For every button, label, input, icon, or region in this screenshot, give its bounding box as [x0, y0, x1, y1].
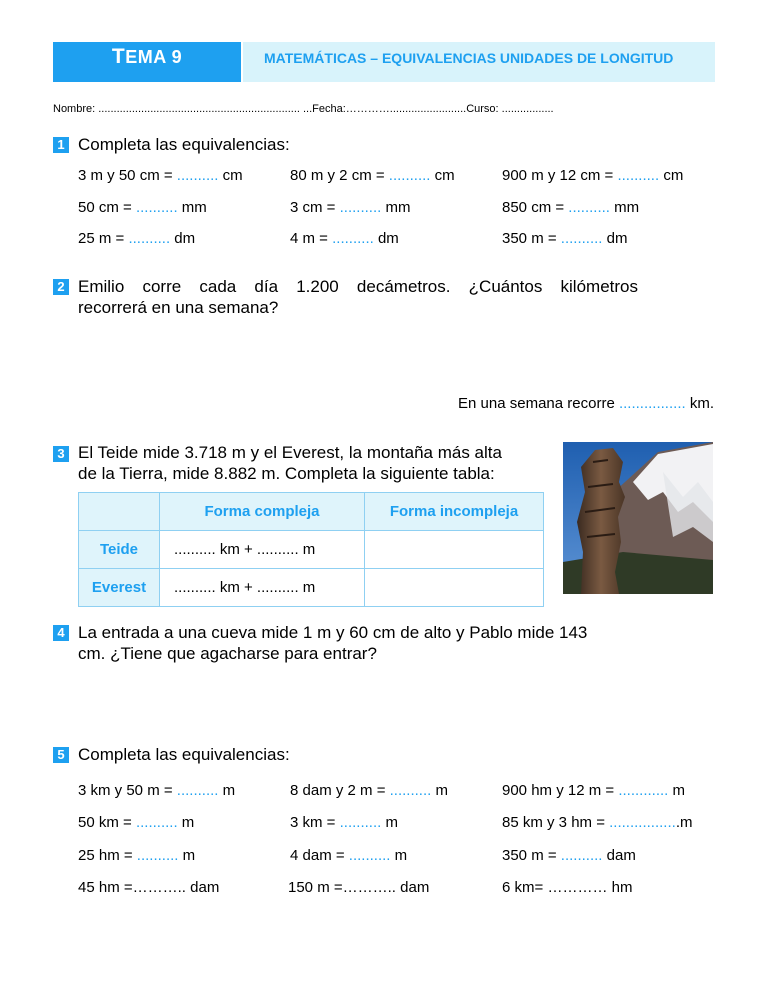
question-number-5: 5 — [53, 747, 69, 763]
tema-title: TEMA 9 — [111, 45, 183, 68]
mountains-table — [78, 492, 544, 607]
q5-equation: 4 dam = .......... m — [290, 847, 408, 864]
question-3-line-1: El Teide mide 3.718 m y el Everest, la montaña más alta — [78, 443, 502, 462]
teide-rock-photo — [563, 442, 713, 594]
q5-equation: 3 km y 50 m = .......... m — [78, 782, 236, 799]
q1-equation: 80 m y 2 cm = .......... cm — [290, 167, 455, 184]
q1-equation: 25 m = .......... dm — [78, 230, 196, 247]
question-3-line-2: de la Tierra, mide 8.882 m. Completa la siguiente tabla: — [78, 464, 495, 483]
q1-equation: 900 m y 12 cm = .......... cm — [502, 167, 684, 184]
q5-equation: 900 hm y 12 m = ............ m — [502, 782, 685, 799]
q5-equation: 50 km = .......... m — [78, 814, 195, 831]
question-number-2: 2 — [53, 279, 69, 295]
q1-equation: 350 m = .......... dm — [502, 230, 628, 247]
q5-equation: 350 m = .......... dam — [502, 847, 636, 864]
q1-equation: 4 m = .......... dm — [290, 230, 399, 247]
question-2-line-2: recorrerá en una semana? — [78, 298, 279, 317]
question-2-answer: En una semana recorre ................ km. — [458, 395, 714, 412]
q5-equation: 45 hm =……….. dam — [78, 879, 220, 896]
question-2-line-1: Emilio corre cada día 1.200 decámetros. ¿Cuántos kilómetros — [78, 277, 638, 296]
table-cell-teide-compleja: .......... km + .......... m — [160, 531, 365, 569]
teide-rock-illustration — [563, 442, 713, 594]
q5-equation: 8 dam y 2 m = .......... m — [290, 782, 448, 799]
question-1-title: Completa las equivalencias: — [78, 135, 290, 154]
table-row-label-everest: Everest — [79, 569, 160, 607]
q1-equation: 3 cm = .......... mm — [290, 199, 411, 216]
q5-equation: 85 km y 3 hm = .................m — [502, 814, 693, 831]
subject-title: MATEMÁTICAS – EQUIVALENCIAS UNIDADES DE LONGITUD — [264, 50, 674, 66]
question-number-4: 4 — [53, 625, 69, 641]
table-header-forma-incompleja: Forma incompleja — [365, 493, 544, 531]
question-4-line-1: La entrada a una cueva mide 1 m y 60 cm de alto y Pablo mide 143 — [78, 623, 588, 642]
q1-equation: 850 cm = .......... mm — [502, 199, 640, 216]
question-number-3: 3 — [53, 446, 69, 462]
student-info-line: Nombre: .................................................................. ...Fecha:………….........................Curso: ................. — [53, 103, 554, 115]
question-4-line-2: cm. ¿Tiene que agacharse para entrar? — [78, 644, 377, 663]
question-5-title: Completa las equivalencias: — [78, 745, 290, 764]
q5-equation: 6 km= ………… hm — [502, 879, 633, 896]
table-corner — [79, 493, 160, 531]
table-cell-everest-incompleja[interactable] — [365, 569, 544, 607]
table-row-label-teide: Teide — [79, 531, 160, 569]
q5-equation: 25 hm = .......... m — [78, 847, 196, 864]
q5-equation: 3 km = .......... m — [290, 814, 398, 831]
question-number-1: 1 — [53, 137, 69, 153]
q5-equation: 150 m =……….. dam — [288, 879, 430, 896]
table-cell-everest-compleja: .......... km + .......... m — [160, 569, 365, 607]
q1-equation: 3 m y 50 cm = .......... cm — [78, 167, 243, 184]
q1-equation: 50 cm = .......... mm — [78, 199, 207, 216]
table-header-forma-compleja: Forma compleja — [160, 493, 365, 531]
table-cell-teide-incompleja[interactable] — [365, 531, 544, 569]
